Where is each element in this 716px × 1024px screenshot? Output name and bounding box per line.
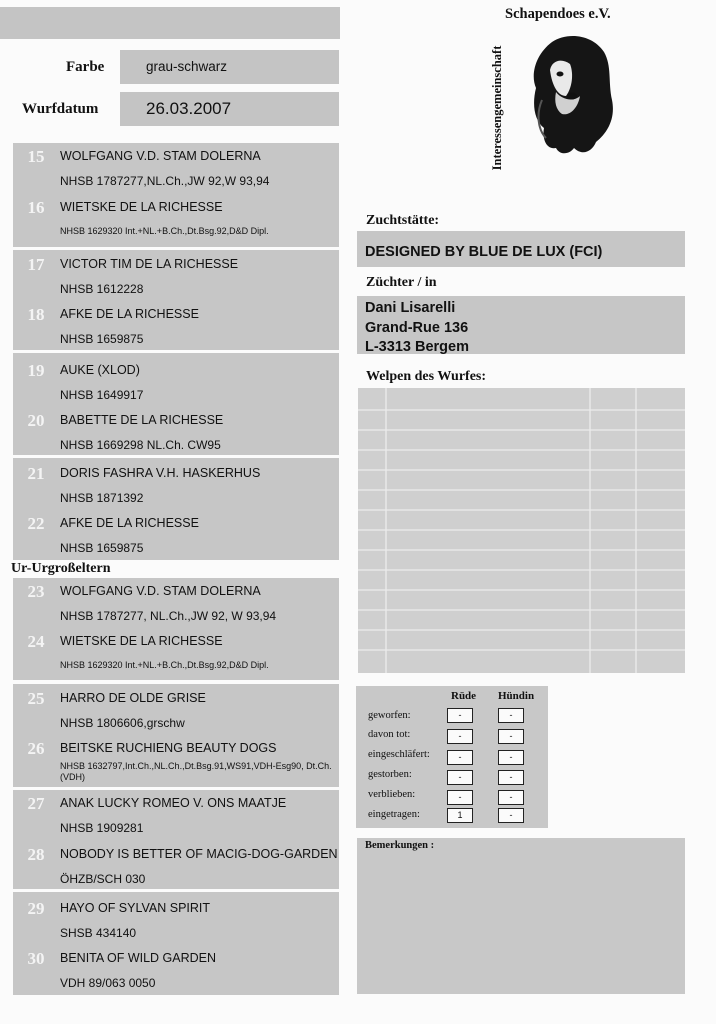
farbe-value: grau-schwarz <box>146 59 228 74</box>
ancestor-name: WOLFGANG V.D. STAM DOLERNA <box>60 584 261 598</box>
ancestor-registration: SHSB 434140 <box>60 926 137 940</box>
ancestor-name: WOLFGANG V.D. STAM DOLERNA <box>60 149 261 163</box>
zuechter-field <box>357 296 685 354</box>
huendin-count: - <box>498 708 524 723</box>
ancestor-name: ANAK LUCKY ROMEO V. ONS MAATJE <box>60 796 287 810</box>
welpen-grid <box>358 388 685 673</box>
stats-label: davon tot: <box>368 729 411 740</box>
divider <box>13 350 339 353</box>
ancestor-25 <box>13 685 339 735</box>
ancestors-block-a <box>13 143 339 560</box>
ancestor-23 <box>13 578 339 628</box>
zuchtstaette-field <box>357 231 685 267</box>
ancestor-27 <box>13 790 339 840</box>
stats-label: eingeschläfert: <box>368 749 430 760</box>
zuchtstaette-value: DESIGNED BY BLUE DE LUX (FCI) <box>365 244 603 260</box>
ancestor-29 <box>13 895 339 945</box>
ancestor-registration: NHSB 1787277, NL.Ch.,JW 92, W 93,94 <box>60 609 277 623</box>
ancestor-number: 22 <box>27 514 45 533</box>
ruede-count: - <box>447 790 473 805</box>
ancestor-name: BABETTE DE LA RICHESSE <box>60 413 224 427</box>
ancestor-number: 26 <box>27 739 45 758</box>
divider <box>13 247 339 250</box>
ancestor-number: 25 <box>27 689 45 708</box>
ancestor-registration: NHSB 1629320 Int.+NL.+B.Ch.,Dt.Bsg.92,D&D Dipl. <box>60 226 269 236</box>
ancestor-name: BEITSKE RUCHIENG BEAUTY DOGS <box>60 741 277 755</box>
ancestor-name: HAYO OF SYLVAN SPIRIT <box>60 901 211 915</box>
ruede-count: 1 <box>447 808 473 823</box>
ancestor-name: AFKE DE LA RICHESSE <box>60 307 199 321</box>
farbe-field <box>120 50 339 84</box>
divider <box>13 889 339 892</box>
ancestor-registration: ÖHZB/SCH 030 <box>60 872 146 886</box>
wurfdatum-label: Wurfdatum <box>22 101 99 117</box>
ancestor-24 <box>13 628 339 678</box>
ancestor-21 <box>13 460 339 510</box>
ancestor-name: VICTOR TIM DE LA RICHESSE <box>60 257 239 271</box>
ancestor-registration: NHSB 1871392 <box>60 491 144 505</box>
ancestor-registration: NHSB 1629320 Int.+NL.+B.Ch.,Dt.Bsg.92,D&D Dipl. <box>60 660 269 670</box>
ancestor-registration: NHSB 1806606,grschw <box>60 716 185 730</box>
stats-label: verblieben: <box>368 789 416 800</box>
ancestor-name: WIETSKE DE LA RICHESSE <box>60 634 223 648</box>
ancestor-number: 30 <box>27 949 45 968</box>
ancestor-number: 17 <box>27 255 45 274</box>
huendin-count: - <box>498 770 524 785</box>
ancestor-22 <box>13 510 339 560</box>
ancestors-block-b <box>13 578 339 995</box>
ruede-count: - <box>447 750 473 765</box>
stats-label: eingetragen: <box>368 809 420 820</box>
ancestor-name: HARRO DE OLDE GRISE <box>60 691 206 705</box>
bemerkungen-box <box>357 838 685 994</box>
ancestor-registration: NHSB 1612228 <box>60 282 144 296</box>
ancestor-19 <box>13 357 339 407</box>
wurfdatum-value: 26.03.2007 <box>146 99 232 118</box>
huendin-count: - <box>498 790 524 805</box>
stats-label: geworfen: <box>368 710 411 721</box>
bemerkungen-label: Bemerkungen : <box>365 840 435 851</box>
ruede-count: - <box>447 729 473 744</box>
ancestor-name: BENITA OF WILD GARDEN <box>60 951 217 965</box>
welpen-label: Welpen des Wurfes: <box>366 369 487 384</box>
ancestor-number: 16 <box>27 198 45 217</box>
ancestor-number: 24 <box>27 632 45 651</box>
ancestor-17 <box>13 251 339 301</box>
ancestor-name: AFKE DE LA RICHESSE <box>60 516 199 530</box>
stats-header-huendin: Hündin <box>498 690 535 702</box>
ancestor-number: 23 <box>27 582 45 601</box>
ancestor-name: NOBODY IS BETTER OF MACIG-DOG-GARDEN <box>60 847 338 861</box>
ancestor-registration: NHSB 1669298 NL.Ch. CW95 <box>60 438 221 452</box>
ancestor-30 <box>13 945 339 995</box>
farbe-label: Farbe <box>66 59 105 75</box>
ancestor-number: 18 <box>27 305 45 324</box>
ancestor-number: 19 <box>27 361 45 380</box>
wurfdatum-field <box>120 92 339 126</box>
litter-stats <box>356 686 548 828</box>
ancestor-18 <box>13 301 339 351</box>
ancestor-26 <box>13 735 339 785</box>
divider <box>13 680 339 684</box>
section-label: Ur-Urgroßeltern <box>11 561 111 576</box>
ruede-count: - <box>447 770 473 785</box>
zuechter-line: Grand-Rue 136 <box>365 320 469 336</box>
dog-logo-icon <box>512 30 622 160</box>
ancestor-registration: NHSB 1659875 <box>60 332 144 346</box>
ancestor-registration: NHSB 1632797,Int.Ch.,NL.Ch.,Dt.Bsg.91,WS91,VDH-Esg90, Dt.Ch.(VDH) <box>60 761 332 782</box>
divider <box>13 455 339 458</box>
ancestor-15 <box>13 143 339 193</box>
zuechter-line: Dani Lisarelli <box>365 300 456 316</box>
header-bar <box>0 7 340 39</box>
stats-header-ruede: Rüde <box>451 690 477 702</box>
ancestor-name: DORIS FASHRA V.H. HASKERHUS <box>60 466 261 480</box>
ancestor-number: 21 <box>27 464 45 483</box>
zuechter-line: L-3313 Bergem <box>365 339 469 355</box>
zuechter-label: Züchter / in <box>366 275 437 290</box>
ancestor-registration: VDH 89/063 0050 <box>60 976 156 990</box>
ancestor-number: 15 <box>27 147 45 166</box>
ancestor-registration: NHSB 1909281 <box>60 821 144 835</box>
ancestor-registration: NHSB 1659875 <box>60 541 144 555</box>
huendin-count: - <box>498 750 524 765</box>
stats-label: gestorben: <box>368 769 412 780</box>
welpen-grid-lines <box>358 388 685 673</box>
huendin-count: - <box>498 729 524 744</box>
ancestor-name: WIETSKE DE LA RICHESSE <box>60 200 223 214</box>
huendin-count: - <box>498 808 524 823</box>
ancestor-registration: NHSB 1649917 <box>60 388 144 402</box>
ancestor-number: 28 <box>27 845 45 864</box>
ancestor-name: AUKE (XLOD) <box>60 363 140 377</box>
zuchtstaette-label: Zuchtstätte: <box>366 213 440 228</box>
ancestor-registration: NHSB 1787277,NL.Ch.,JW 92,W 93,94 <box>60 174 270 188</box>
ruede-count: - <box>447 708 473 723</box>
ancestor-number: 20 <box>27 411 45 430</box>
ancestor-20 <box>13 407 339 457</box>
ancestor-28 <box>13 841 339 891</box>
ancestor-16 <box>13 194 339 244</box>
club-vertical-label: Interessengemeinschaft <box>490 45 504 171</box>
ancestor-number: 29 <box>27 899 45 918</box>
club-name: Schapendoes e.V. <box>505 6 611 22</box>
ancestor-number: 27 <box>27 794 45 813</box>
